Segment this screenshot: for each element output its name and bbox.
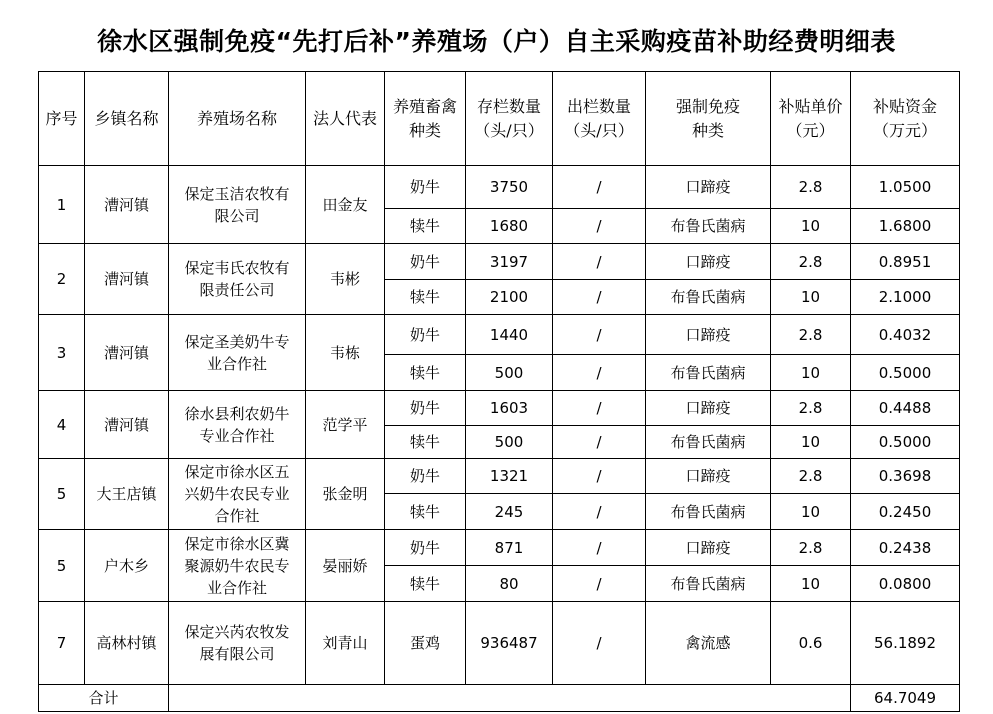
fund-cell: 0.3698 [851, 459, 960, 494]
out-cell: / [553, 315, 646, 355]
vaccine-cell: 口蹄疫 [646, 530, 771, 566]
total-row [39, 685, 960, 712]
farm-name-line: 兴奶牛农民专业 [184, 485, 290, 503]
farm-name [169, 244, 306, 315]
stock-cell: 3750 [466, 166, 553, 209]
row-index: 5 [39, 459, 85, 530]
out-cell: / [553, 602, 646, 685]
header-rep: 法人代表 [306, 72, 385, 166]
legal-representative: 韦彬 [306, 244, 385, 315]
stock-cell: 936487 [466, 602, 553, 685]
farm-name-line: 保定市徐水区冀 [184, 534, 290, 553]
document-title: 徐水区强制免疫“先打后补”养殖场（户）自主采购疫苗补助经费明细表 [97, 27, 896, 56]
price-cell: 10 [771, 426, 851, 459]
stock-cell: 1603 [466, 391, 553, 426]
table-row [39, 315, 960, 355]
vaccine-cell: 布鲁氏菌病 [646, 566, 771, 602]
price-cell: 10 [771, 209, 851, 244]
farm-name [169, 602, 306, 685]
town-name: 漕河镇 [85, 166, 169, 244]
fund-cell: 0.4488 [851, 391, 960, 426]
species-cell: 犊牛 [385, 566, 466, 602]
price-cell: 10 [771, 494, 851, 530]
fund-cell: 0.5000 [851, 426, 960, 459]
vaccine-cell: 口蹄疫 [646, 166, 771, 209]
header-vaccine: 强制免疫 种类 [646, 72, 771, 166]
town-name: 漕河镇 [85, 244, 169, 315]
vaccine-cell: 布鲁氏菌病 [646, 355, 771, 391]
out-cell: / [553, 530, 646, 566]
farm-name-line: 展有限公司 [199, 645, 275, 663]
farm-name [169, 166, 306, 244]
farm-name [169, 459, 306, 530]
vaccine-cell: 布鲁氏菌病 [646, 494, 771, 530]
vaccine-cell: 口蹄疫 [646, 391, 771, 426]
species-cell: 犊牛 [385, 426, 466, 459]
farm-name-line: 保定玉洁农牧有 [184, 184, 290, 203]
species-cell: 奶牛 [385, 244, 466, 280]
header-index: 序号 [39, 72, 85, 166]
fund-cell: 56.1892 [851, 602, 960, 685]
row-index: 4 [39, 391, 85, 459]
table-row [39, 602, 960, 685]
farm-name-line: 保定市徐水区五 [184, 463, 290, 481]
header-farm: 养殖场名称 [169, 72, 306, 166]
fund-cell: 2.1000 [851, 280, 960, 315]
header-out: 出栏数量 （头/只） [553, 72, 646, 166]
price-cell: 2.8 [771, 530, 851, 566]
vaccine-cell: 布鲁氏菌病 [646, 426, 771, 459]
vaccine-cell: 口蹄疫 [646, 244, 771, 280]
town-name: 高林村镇 [85, 602, 169, 685]
out-cell: / [553, 566, 646, 602]
species-cell: 犊牛 [385, 209, 466, 244]
table-row [39, 244, 960, 280]
out-cell: / [553, 391, 646, 426]
row-index: 2 [39, 244, 85, 315]
farm-name-line: 徐水县利农奶牛 [184, 404, 290, 423]
stock-cell: 3197 [466, 244, 553, 280]
row-index: 5 [39, 530, 85, 602]
vaccine-cell: 布鲁氏菌病 [646, 209, 771, 244]
town-name: 大王店镇 [85, 459, 169, 530]
fund-cell: 0.0800 [851, 566, 960, 602]
species-cell: 蛋鸡 [385, 602, 466, 685]
total-blank [169, 685, 851, 712]
table-row [39, 166, 960, 209]
table-row [39, 530, 960, 566]
stock-cell: 80 [466, 566, 553, 602]
farm-name-line: 业合作社 [206, 578, 267, 597]
fund-cell: 0.4032 [851, 315, 960, 355]
town-name: 漕河镇 [85, 391, 169, 459]
total-fund: 64.7049 [851, 685, 960, 712]
table-row [39, 391, 960, 426]
stock-cell: 500 [466, 426, 553, 459]
table-row [39, 459, 960, 494]
legal-representative: 韦栋 [306, 315, 385, 391]
price-cell: 10 [771, 280, 851, 315]
species-cell: 犊牛 [385, 280, 466, 315]
price-cell: 2.8 [771, 391, 851, 426]
stock-cell: 2100 [466, 280, 553, 315]
farm-name [169, 391, 306, 459]
vaccine-cell: 口蹄疫 [646, 315, 771, 355]
stock-cell: 1440 [466, 315, 553, 355]
out-cell: / [553, 280, 646, 315]
species-cell: 犊牛 [385, 494, 466, 530]
stock-cell: 1680 [466, 209, 553, 244]
price-cell: 2.8 [771, 166, 851, 209]
header-species: 养殖畜禽 种类 [385, 72, 466, 166]
header-fund: 补贴资金 （万元） [851, 72, 960, 166]
stock-cell: 871 [466, 530, 553, 566]
price-cell: 2.8 [771, 244, 851, 280]
farm-name [169, 315, 306, 391]
fund-cell: 0.5000 [851, 355, 960, 391]
legal-representative: 田金友 [306, 166, 385, 244]
out-cell: / [553, 166, 646, 209]
out-cell: / [553, 244, 646, 280]
farm-name [169, 530, 306, 602]
legal-representative: 刘青山 [306, 602, 385, 685]
stock-cell: 245 [466, 494, 553, 530]
farm-name-line: 合作社 [214, 507, 260, 525]
total-label: 合计 [39, 685, 169, 712]
species-cell: 奶牛 [385, 391, 466, 426]
farm-name-line: 保定兴芮农牧发 [184, 623, 290, 641]
farm-name-line: 限公司 [214, 206, 260, 225]
out-cell: / [553, 355, 646, 391]
header-stock: 存栏数量 （头/只） [466, 72, 553, 166]
vaccine-cell: 禽流感 [646, 602, 771, 685]
vaccine-cell: 口蹄疫 [646, 459, 771, 494]
farm-name-line: 保定韦氏农牧有 [184, 259, 290, 277]
row-index: 7 [39, 602, 85, 685]
stock-cell: 1321 [466, 459, 553, 494]
fund-cell: 0.2450 [851, 494, 960, 530]
price-cell: 10 [771, 355, 851, 391]
fund-cell: 0.8951 [851, 244, 960, 280]
fund-cell: 0.2438 [851, 530, 960, 566]
vaccine-cell: 布鲁氏菌病 [646, 280, 771, 315]
farm-name-line: 业合作社 [206, 354, 267, 373]
subsidy-table [38, 71, 960, 712]
out-cell: / [553, 494, 646, 530]
price-cell: 0.6 [771, 602, 851, 685]
town-name: 漕河镇 [85, 315, 169, 391]
legal-representative: 晏丽娇 [306, 530, 385, 602]
stock-cell: 500 [466, 355, 553, 391]
species-cell: 奶牛 [385, 166, 466, 209]
row-index: 1 [39, 166, 85, 244]
species-cell: 奶牛 [385, 315, 466, 355]
fund-cell: 1.6800 [851, 209, 960, 244]
price-cell: 2.8 [771, 315, 851, 355]
species-cell: 犊牛 [385, 355, 466, 391]
out-cell: / [553, 459, 646, 494]
species-cell: 奶牛 [385, 530, 466, 566]
farm-name-line: 限责任公司 [199, 281, 275, 299]
header-price: 补贴单价 （元） [771, 72, 851, 166]
row-index: 3 [39, 315, 85, 391]
price-cell: 2.8 [771, 459, 851, 494]
out-cell: / [553, 209, 646, 244]
out-cell: / [553, 426, 646, 459]
farm-name-line: 聚源奶牛农民专 [184, 556, 290, 575]
legal-representative: 张金明 [306, 459, 385, 530]
farm-name-line: 专业合作社 [199, 426, 275, 445]
farm-name-line: 保定圣美奶牛专 [184, 332, 290, 351]
fund-cell: 1.0500 [851, 166, 960, 209]
legal-representative: 范学平 [306, 391, 385, 459]
header-row [39, 72, 960, 166]
town-name: 户木乡 [85, 530, 169, 602]
price-cell: 10 [771, 566, 851, 602]
species-cell: 奶牛 [385, 459, 466, 494]
header-town: 乡镇名称 [85, 72, 169, 166]
